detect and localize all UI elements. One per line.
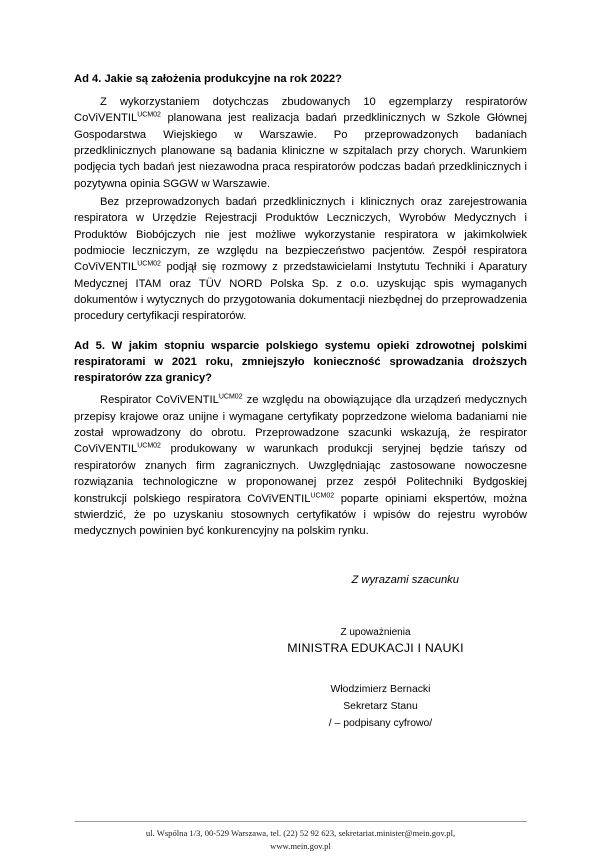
spacer <box>74 325 527 339</box>
paragraph-ad5-1: Respirator CoViVENTIL$^{UCM02}$ ze względu na obowiązujące dla urządzeń medycznych przepisy krajowe oraz unijne i wymagane certyfikaty poprzedzone wieloma badaniami nie został wprowadzony do obrotu. Przeprowadzone szacunki wskazują, że respirator CoViVENTIL$^{UCM02}$ produkowany w warunkach produkcji seryjnej będzie tańszy od respiratorów znanych firm zagranicznych. Uwzględniając zastosowane nowoczesne rozwiązania technologiczne w proponowanej przez zespół Politechniki Bydgoskiej konstrukcji polskiego respiratora CoViVENTIL$^{UCM02}$ poparte opiniami ekspertów, można stwierdzić, że po uzyskaniu stosownych certyfikatów i wpisów do rejestru wyrobów medycznych powinien być konkurencyjny na polskim rynku. <box>74 393 528 538</box>
footer-divider <box>75 821 527 822</box>
footer-address: ul. Wspólna 1/3, 00-529 Warszawa, tel. (22) 52 92 623, sekretariat.minister@mein.gov.pl, <box>145 828 456 839</box>
signature-authority <box>74 626 527 658</box>
signature-signer <box>74 682 527 733</box>
signer-position: Sekretarz Stanu <box>343 700 418 712</box>
signer-name: Włodzimierz Bernacki <box>330 684 431 696</box>
paragraph-ad4-2: Bez przeprowadzonych badań przedklinicznych i klinicznych oraz zarejestrowania respiratora w Urzędzie Rejestracji Produktów Leczniczych, Wyrobów Medycznych i Produktów Biobójczych nie jest możliwe wykorzystanie respiratora w jakimkolwiek podmiocie leczniczym, ze względu na bezpieczeństwo pacjentów. Zespół respiratora CoViVENTIL$^{UCM02}$ podjął się rozmowy z przedstawicielami Instytutu Techniki i Aparatury Medycznej ITAM oraz TÜV NORD Polska Sp. z o.o. uzyskując spis wymaganych dokumentów i wytycznych do przygotowania dokumentacji niezbędnej do przeprowadzenia procedury certyfikacji respiratorów. <box>74 195 527 323</box>
signature-block <box>74 574 527 733</box>
signature-regards: Z wyrazami szacunku <box>351 573 459 586</box>
paragraph-ad4-1: Z wykorzystaniem dotychczas zbudowanych 10 egzemplarzy respiratorów CoViVENTIL$^{UCM02}$ planowana jest realizacja badań przedklinicznych w Szkole Głównej Gospodarstwa Wiejskiego w Warszawie. Po przeprowadzonych badaniach przedklinicznych planowane są badania kliniczne w szpitalach przy chorych. Warunkiem podjęcia tych badań jest niezawodna praca respiratorów podczas badań przedklinicznych i pozytywna opinia SGGW w Warszawie. <box>74 95 527 190</box>
signature-authority-line1: Z upoważnienia <box>340 626 411 638</box>
section-heading-ad4: Ad 4. Jakie są założenia produkcyjne na rok 2022? <box>74 73 342 85</box>
signer-digital-note: / – podpisany cyfrowo/ <box>328 717 433 729</box>
section-heading-ad5: Ad 5. W jakim stopniu wsparcie polskiego systemu opieki zdrowotnej polskimi respiratorami w 2021 roku, zmniejszyło konieczność sprowadzania droższych respiratorów zza granicy? <box>74 339 527 384</box>
footer-website: www.mein.gov.pl <box>270 841 331 852</box>
signature-authority-line2: MINISTRA EDUKACJI I NAUKI <box>287 641 464 656</box>
page-footer <box>0 821 601 853</box>
